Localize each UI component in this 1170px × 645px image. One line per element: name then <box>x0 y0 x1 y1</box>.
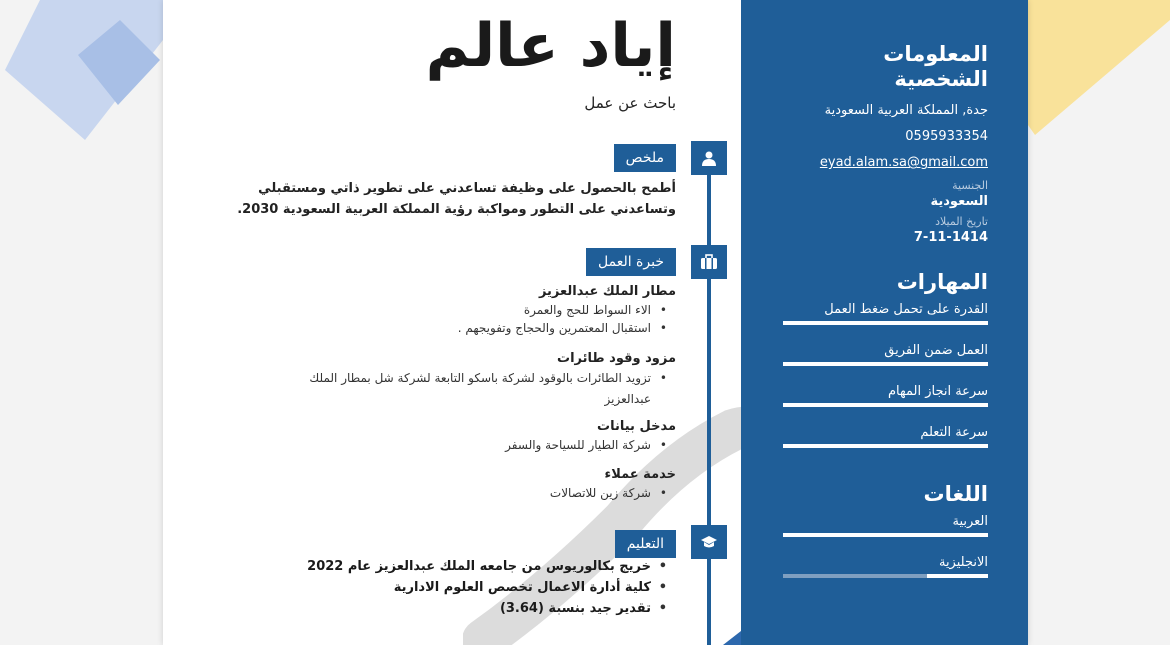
skill-item <box>783 301 988 325</box>
skill-bar-fill <box>783 321 988 325</box>
list-item: • شركة الطيار للسياحة والسفر <box>236 436 651 454</box>
skill-bar <box>783 362 988 366</box>
experience-heading: خبرة العمل <box>586 248 676 276</box>
email-link[interactable]: eyad.alam.sa@gmail.com <box>819 155 988 171</box>
birth-date: 7-11-1414 <box>913 230 988 246</box>
skill-name: العمل ضمن الفريق <box>884 343 988 359</box>
user-icon <box>701 150 717 166</box>
nationality: السعودية <box>930 194 988 210</box>
resume-page <box>163 0 1028 645</box>
summary-icon-box <box>691 141 727 175</box>
list-item: • شركة زين للاتصالات <box>236 484 651 502</box>
job-entry <box>236 418 676 454</box>
languages-section <box>783 482 988 595</box>
candidate-title: باحث عن عمل <box>584 94 676 112</box>
summary-heading: ملخص <box>614 144 676 172</box>
skill-name: القدرة على تحمل ضغط العمل <box>824 302 988 318</box>
personal-info-heading: المعلومات الشخصية <box>883 42 988 92</box>
experience-icon-box <box>691 245 727 279</box>
location: جدة, المملكة العربية السعودية <box>824 103 988 119</box>
language-item <box>783 513 988 537</box>
skill-bar <box>783 444 988 448</box>
list-item: • خريج بكالوريوس من جامعه الملك عبدالعزيز عام 2022 <box>236 556 651 577</box>
timeline-line <box>707 148 711 645</box>
job-entry <box>236 466 676 502</box>
skills-heading: المهارات <box>896 270 988 294</box>
language-bar <box>783 574 988 578</box>
candidate-name: إياد عالم <box>425 11 676 81</box>
skills-section <box>783 270 988 465</box>
languages-heading: اللغات <box>923 482 988 506</box>
language-name: الانجليزية <box>938 555 988 571</box>
sidebar <box>741 0 1028 645</box>
job-duties <box>236 484 676 502</box>
education-icon-box <box>691 525 727 559</box>
skill-name: سرعة انجاز المهام <box>887 384 988 400</box>
skill-bar-fill <box>783 362 988 366</box>
language-item <box>783 554 988 578</box>
skill-name: سرعة التعلم <box>920 425 988 441</box>
skill-item <box>783 383 988 407</box>
education-items <box>236 556 676 619</box>
list-item: • كلية أدارة الاعمال تخصص العلوم الادارية <box>236 577 651 598</box>
skill-bar-fill <box>783 403 988 407</box>
personal-info <box>783 42 988 246</box>
job-duties <box>261 368 676 410</box>
skill-bar-fill <box>783 444 988 448</box>
list-item: • تقدير جيد بنسبة (3.64) <box>236 598 651 619</box>
language-bar <box>783 533 988 537</box>
language-bar-fill <box>783 533 988 537</box>
nationality-label: الجنسية <box>952 179 988 193</box>
birth-label: تاريخ الميلاد <box>935 215 988 229</box>
job-title: مدخل بيانات <box>597 419 676 434</box>
phone: 0595933354 <box>905 129 988 145</box>
graduation-cap-icon <box>700 535 718 549</box>
list-item: • تزويد الطائرات بالوقود لشركة باسكو التابعة لشركة شل بمطار الملك عبدالعزيز <box>261 368 651 410</box>
education-list <box>236 556 676 619</box>
skill-bar <box>783 403 988 407</box>
job-title: خدمة عملاء <box>604 467 676 482</box>
skill-item <box>783 424 988 448</box>
job-duties <box>236 436 676 454</box>
job-title: مزود وقود طائرات <box>557 351 676 366</box>
language-bar-fill <box>927 574 989 578</box>
language-name: العربية <box>952 514 988 530</box>
skill-item <box>783 342 988 366</box>
job-title: مطار الملك عبدالعزيز <box>538 284 676 299</box>
skill-bar <box>783 321 988 325</box>
summary-text: أطمح بالحصول على وظيفة تساعدني على تطوير ذاتي ومستقبلي وتساعدني على التطور ومواكبة رؤية المملكة العربية السعودية 2030. <box>237 181 676 217</box>
job-entry <box>236 350 676 410</box>
job-entry <box>236 283 676 337</box>
education-heading: التعليم <box>615 530 676 558</box>
job-duties <box>236 301 676 337</box>
list-item: • الاء السواط للحج والعمرة <box>236 301 651 319</box>
list-item: • استقبال المعتمرين والحجاج وتفويجهم . <box>236 319 651 337</box>
briefcase-icon <box>700 254 718 270</box>
